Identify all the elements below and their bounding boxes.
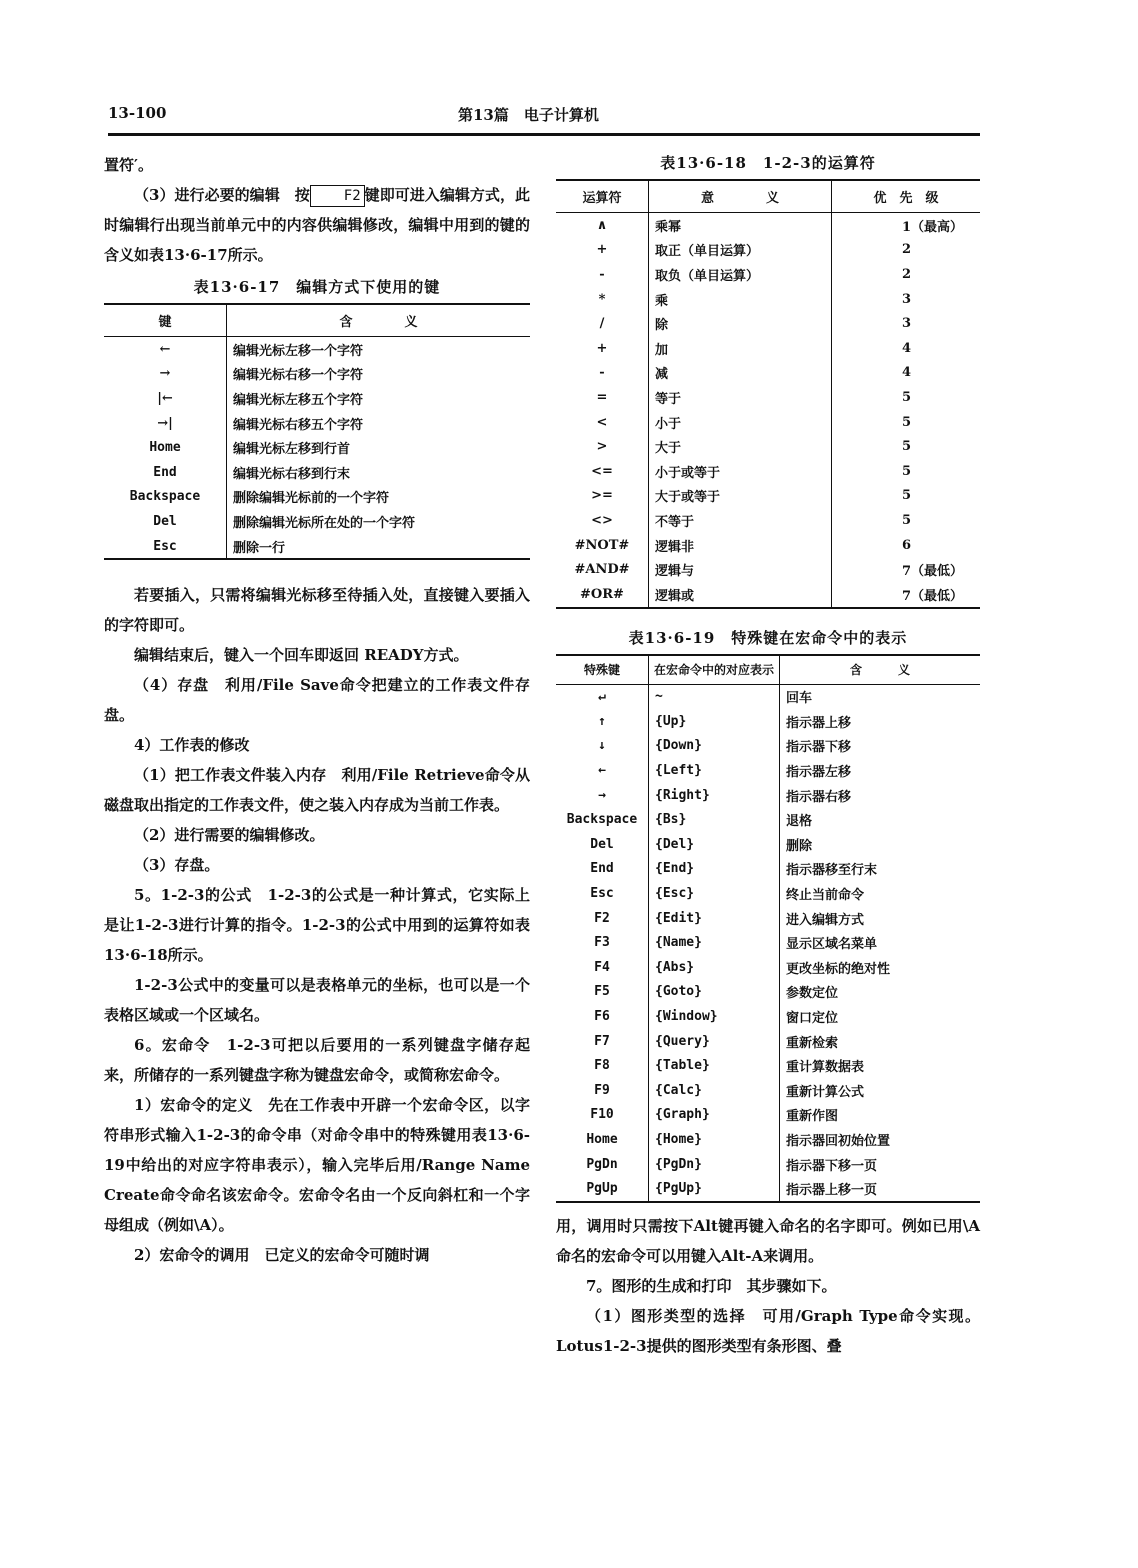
table-row (556, 336, 980, 361)
third-cell: 重新作图 (786, 1109, 839, 1125)
table-header: 在宏命令中的对应表示 (649, 655, 780, 685)
first-cell: ↑ (556, 709, 649, 734)
first-cell: * (556, 287, 649, 312)
first-cell: F5 (556, 980, 649, 1005)
second-cell: {Table} (649, 1053, 780, 1078)
paragraph: （1）把工作表文件装入内存 利用/File Retrieve命令从磁盘取出指定的工作表文件，使之装入内存成为当前工作表。 (104, 766, 530, 815)
meaning-cell: 编辑光标右移五个字符 (233, 417, 364, 433)
table-header: 键 (104, 304, 227, 337)
paragraph: （4）存盘 利用/File Save命令把建立的工作表文件存盘。 (104, 676, 530, 725)
right-column (556, 146, 980, 1361)
meaning-cell: 删除编辑光标所在处的一个字符 (233, 515, 416, 531)
third-cell: 窗口定位 (786, 1011, 839, 1027)
second-cell: 小于 (649, 410, 832, 435)
first-cell: ↓ (556, 734, 649, 759)
first-cell: Esc (556, 881, 649, 906)
table-row (556, 484, 980, 509)
first-cell: < (556, 410, 649, 435)
table-17 (104, 303, 530, 560)
meaning-cell: 编辑光标左移一个字符 (233, 343, 364, 359)
paragraph-text: 键即可进入编辑方式，此时编辑行出现当前单元中的内容供编辑修改，编辑中用到的键的含义如表13·6-17所示。 (104, 186, 530, 264)
first-cell: - (556, 361, 649, 386)
second-cell: 取正（单目运算） (649, 238, 832, 263)
third-cell: 重新计算公式 (786, 1084, 865, 1100)
third-cell: 4 (902, 365, 912, 381)
first-cell: <> (556, 508, 649, 533)
table-19-title: 表13·6-19 特殊键在宏命令中的表示 (628, 628, 908, 647)
table-row (556, 582, 980, 608)
second-cell: {Bs} (649, 807, 780, 832)
third-cell: 5 (902, 488, 912, 504)
meaning-cell: 编辑光标左移到行首 (233, 442, 351, 458)
key-cell: Home (104, 435, 227, 460)
table-row (556, 262, 980, 287)
paragraph: 7。图形的生成和打印 其步骤如下。 (586, 1276, 837, 1295)
third-cell: 2 (902, 266, 912, 282)
key-cell: ← (104, 337, 227, 362)
table-row (556, 1029, 980, 1054)
first-cell: F4 (556, 955, 649, 980)
first-cell: > (556, 434, 649, 459)
first-cell: + (556, 238, 649, 263)
second-cell: {Del} (649, 832, 780, 857)
paragraph: （3）存盘。 (134, 856, 220, 875)
paragraph: 用，调用时只需按下Alt键再键入命名的名字即可。例如已用\A命名的宏命令可以用键入Alt-A来调用。 (556, 1216, 980, 1265)
third-cell: 显示区域名菜单 (786, 937, 878, 953)
key-cell: End (104, 460, 227, 485)
second-cell: {Edit} (649, 906, 780, 931)
chapter-title: 第13篇 电子计算机 (458, 106, 599, 124)
second-cell: {Esc} (649, 881, 780, 906)
second-cell: 取负（单目运算） (649, 262, 832, 287)
first-cell: ← (556, 758, 649, 783)
meaning-cell: 编辑光标右移到行末 (233, 466, 351, 482)
table-row (556, 807, 980, 832)
table-row (104, 509, 530, 534)
table-row (556, 533, 980, 558)
paragraph: （1）图形类型的选择 可用/Graph Type命令实现。Lotus1-2-3提供的图形类型有条形图、叠 (556, 1306, 980, 1355)
table-row (556, 1152, 980, 1177)
second-cell: 大于 (649, 434, 832, 459)
meaning-cell: 删除编辑光标前的一个字符 (233, 491, 390, 507)
second-cell: {Name} (649, 930, 780, 955)
table-row (556, 1078, 980, 1103)
table-row (556, 1004, 980, 1029)
table-row (556, 434, 980, 459)
first-cell: F2 (556, 906, 649, 931)
second-cell: 等于 (649, 385, 832, 410)
second-cell: 小于或等于 (649, 459, 832, 484)
first-cell: F7 (556, 1029, 649, 1054)
table-row (556, 385, 980, 410)
second-cell: {Goto} (649, 980, 780, 1005)
paragraph: 1）宏命令的定义 先在工作表中开辟一个宏命令区，以字符串形式输入1-2-3的命令串（对命令串中的特殊键用表13·6-19中给出的对应字符串表示），输入完毕后用/Range Name Create命令命名该宏命令。宏命令名由一个反向斜杠和一个字母组成（例如\A）。 (104, 1096, 530, 1235)
third-cell: 5 (902, 512, 912, 528)
second-cell: 乘 (649, 287, 832, 312)
table-header: 优 先 级 (832, 180, 981, 213)
table-row (104, 534, 530, 560)
table-header: 运算符 (556, 180, 649, 213)
table-row (104, 337, 530, 362)
second-cell: 逻辑或 (649, 582, 832, 608)
table-row (104, 435, 530, 460)
third-cell: 进入编辑方式 (786, 912, 865, 928)
second-cell: 减 (649, 361, 832, 386)
f2-key-box: F2 (310, 185, 365, 207)
first-cell: + (556, 336, 649, 361)
table-row (556, 930, 980, 955)
table-17-title: 表13·6-17 编辑方式下使用的键 (193, 278, 441, 296)
first-cell: #NOT# (556, 533, 649, 558)
table-row (556, 734, 980, 759)
table-header: 特殊键 (556, 655, 649, 685)
first-cell: End (556, 857, 649, 882)
table-row (556, 684, 980, 709)
second-cell: {Calc} (649, 1078, 780, 1103)
third-cell: 退格 (786, 814, 813, 830)
second-cell: 除 (649, 311, 832, 336)
second-cell: {Up} (649, 709, 780, 734)
section-heading: 4）工作表的修改 (134, 736, 250, 755)
third-cell: 5 (902, 439, 912, 455)
table-row (556, 906, 980, 931)
first-cell: ↵ (556, 684, 649, 709)
table-row (104, 411, 530, 436)
table-row (556, 1103, 980, 1128)
table-row (556, 1176, 980, 1202)
first-cell: F9 (556, 1078, 649, 1103)
first-cell: PgDn (556, 1152, 649, 1177)
table-18 (556, 179, 980, 609)
third-cell: 7（最低） (832, 582, 981, 608)
meaning-cell: 编辑光标左移五个字符 (233, 392, 364, 408)
table-row (556, 783, 980, 808)
first-cell: - (556, 262, 649, 287)
table-row (556, 832, 980, 857)
first-cell: / (556, 311, 649, 336)
table-row (104, 386, 530, 411)
second-cell: {PgUp} (649, 1176, 780, 1202)
first-cell: = (556, 385, 649, 410)
third-cell: 5 (902, 414, 912, 430)
third-cell: 指示器下移一页 (786, 1158, 878, 1174)
second-cell: {End} (649, 857, 780, 882)
paragraph-text: （3）进行必要的编辑 按 (134, 186, 310, 204)
table-19 (556, 654, 980, 1203)
first-cell: F10 (556, 1103, 649, 1128)
second-cell: {Query} (649, 1029, 780, 1054)
header-rule (108, 133, 980, 136)
table-row (556, 758, 980, 783)
second-cell: 逻辑与 (649, 557, 832, 582)
second-cell: {Down} (649, 734, 780, 759)
first-cell: F3 (556, 930, 649, 955)
first-cell: F8 (556, 1053, 649, 1078)
table-row (556, 955, 980, 980)
paragraph: 置符′。 (104, 156, 153, 174)
table-row (104, 460, 530, 485)
table-row (556, 311, 980, 336)
table-row (556, 557, 980, 582)
table-row (556, 238, 980, 263)
third-cell: 2 (902, 242, 912, 258)
paragraph: 若要插入，只需将编辑光标移至待插入处，直接键入要插入的字符即可。 (104, 586, 530, 635)
page-number: 13-100 (108, 104, 167, 122)
paragraph: 5。1-2-3的公式 1-2-3的公式是一种计算式，它实际上是让1-2-3进行计算的指令。1-2-3的公式中用到的运算符如表13·6-18所示。 (104, 886, 530, 965)
table-row (556, 361, 980, 386)
first-cell: ∧ (556, 213, 649, 238)
table-row (556, 980, 980, 1005)
third-cell: 参数定位 (786, 986, 839, 1002)
paragraph-edit (104, 180, 530, 270)
third-cell: 5 (902, 389, 912, 405)
first-cell: #AND# (556, 557, 649, 582)
second-cell: 大于或等于 (649, 484, 832, 509)
table-row (556, 410, 980, 435)
third-cell: 指示器上移一页 (780, 1176, 981, 1202)
table-header: 含 义 (780, 655, 981, 685)
paragraph: 编辑结束后，键入一个回车即返回 READY方式。 (134, 646, 469, 665)
table-row (556, 508, 980, 533)
third-cell: 重计算数据表 (786, 1060, 865, 1076)
third-cell: 3 (902, 291, 912, 307)
second-cell: {Abs} (649, 955, 780, 980)
third-cell: 4 (902, 340, 912, 356)
third-cell: 更改坐标的绝对性 (786, 961, 891, 977)
table-row (556, 1127, 980, 1152)
third-cell: 指示器左移 (786, 765, 852, 781)
paragraph: 1-2-3公式中的变量可以是表格单元的坐标，也可以是一个表格区域或一个区域名。 (104, 976, 530, 1025)
second-cell: {PgDn} (649, 1152, 780, 1177)
table-row (556, 459, 980, 484)
key-cell: Del (104, 509, 227, 534)
second-cell: 乘幂 (649, 213, 832, 238)
second-cell: {Home} (649, 1127, 780, 1152)
first-cell: #OR# (556, 582, 649, 608)
first-cell: F6 (556, 1004, 649, 1029)
paragraph: （2）进行需要的编辑修改。 (134, 826, 325, 845)
second-cell: 逻辑非 (649, 533, 832, 558)
table-row (104, 362, 530, 387)
left-column (104, 150, 530, 1270)
table-header: 含 义 (227, 304, 531, 337)
second-cell: 加 (649, 336, 832, 361)
third-cell: 5 (902, 463, 912, 479)
key-cell: → (104, 362, 227, 387)
third-cell: 回车 (786, 691, 813, 707)
table-row (556, 857, 980, 882)
first-cell: Home (556, 1127, 649, 1152)
key-cell: →| (104, 411, 227, 436)
first-cell: >= (556, 484, 649, 509)
third-cell: 重新检索 (786, 1035, 839, 1051)
second-cell: 不等于 (649, 508, 832, 533)
key-cell: Esc (104, 534, 227, 560)
third-cell: 指示器移至行末 (786, 863, 878, 879)
paragraph: 6。宏命令 1-2-3可把以后要用的一系列键盘字储存起来，所储存的一系列键盘字称为键盘宏命令，或简称宏命令。 (104, 1036, 530, 1085)
table-row (556, 709, 980, 734)
third-cell: 3 (902, 316, 912, 332)
table-header: 意 义 (649, 180, 832, 213)
third-cell: 6 (902, 537, 912, 553)
second-cell: {Right} (649, 783, 780, 808)
table-row (556, 287, 980, 312)
second-cell: {Left} (649, 758, 780, 783)
second-cell: {Graph} (649, 1103, 780, 1128)
third-cell: 指示器回初始位置 (786, 1133, 891, 1149)
table-row (556, 213, 980, 238)
table-row (104, 485, 530, 510)
table-18-title: 表13·6-18 1-2-3的运算符 (660, 154, 876, 172)
table-row (556, 1053, 980, 1078)
table-row (556, 881, 980, 906)
third-cell: 1（最高） (902, 219, 964, 235)
first-cell: PgUp (556, 1176, 649, 1202)
paragraph: 2）宏命令的调用 已定义的宏命令可随时调 (134, 1246, 430, 1265)
second-cell: {Window} (649, 1004, 780, 1029)
third-cell: 指示器右移 (786, 789, 852, 805)
first-cell: → (556, 783, 649, 808)
third-cell: 指示器上移 (786, 715, 852, 731)
meaning-cell: 编辑光标右移一个字符 (233, 368, 364, 384)
meaning-cell: 删除一行 (227, 534, 531, 560)
third-cell: 7（最低） (902, 564, 964, 580)
first-cell: <= (556, 459, 649, 484)
key-cell: |← (104, 386, 227, 411)
key-cell: Backspace (104, 485, 227, 510)
first-cell: Del (556, 832, 649, 857)
first-cell: Backspace (556, 807, 649, 832)
third-cell: 删除 (786, 838, 813, 854)
page-header (108, 104, 980, 134)
third-cell: 终止当前命令 (786, 888, 865, 904)
second-cell: ~ (649, 684, 780, 709)
third-cell: 指示器下移 (786, 740, 852, 756)
